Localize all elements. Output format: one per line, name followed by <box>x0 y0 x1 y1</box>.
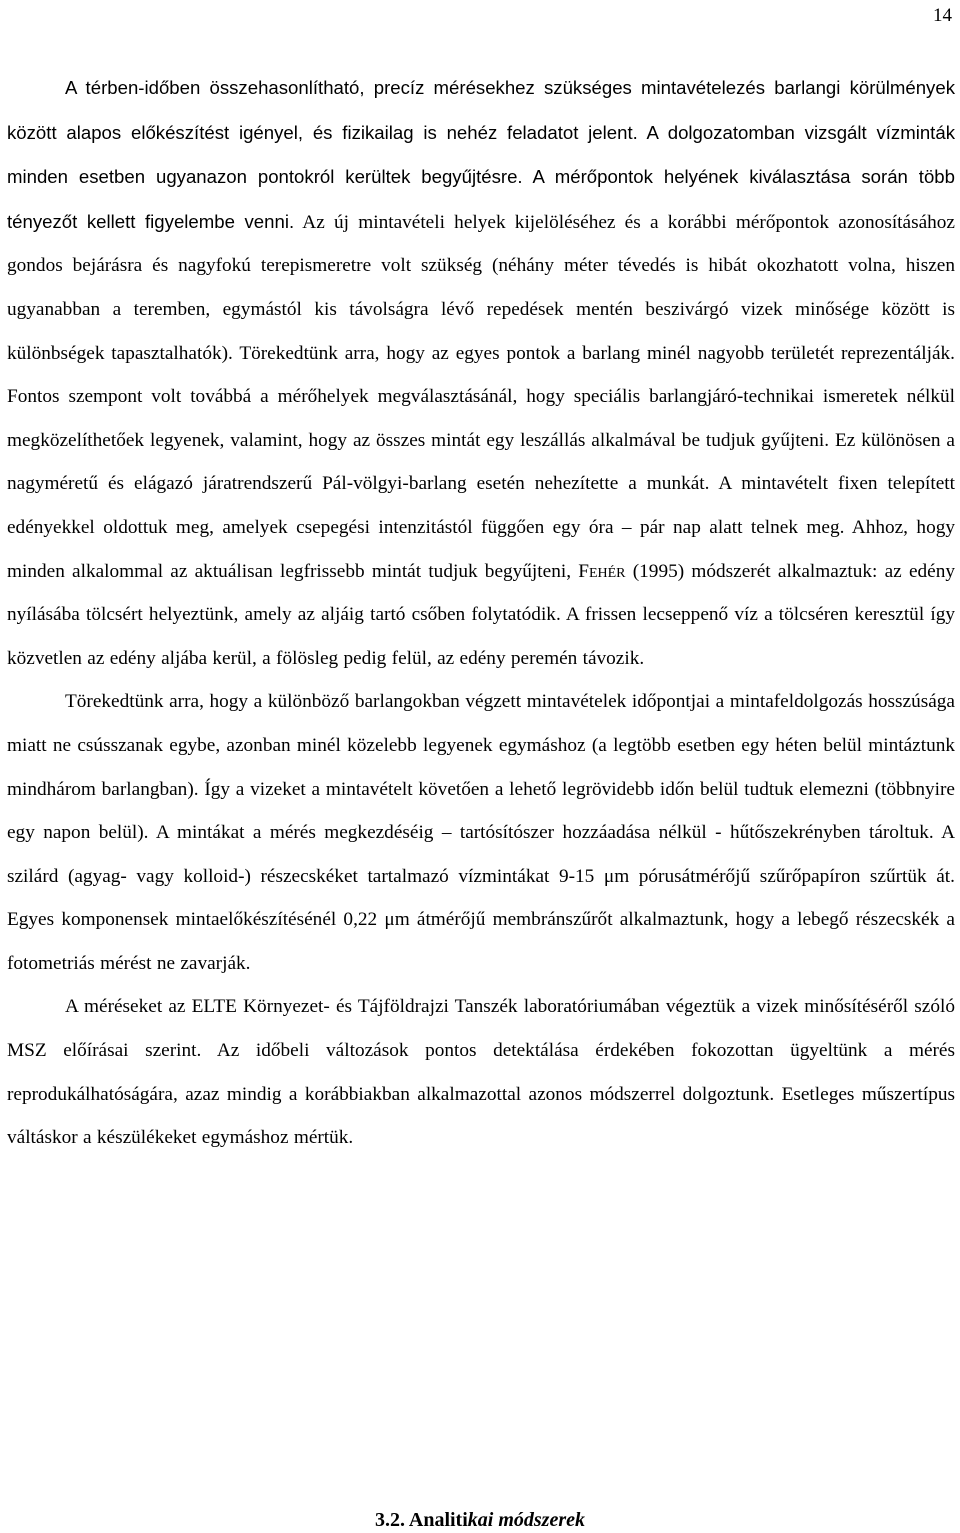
paragraph-sampling-intro: A térben-időben összehasonlítható, precíz mérésekhez szükséges mintavételezés barlangi körülmények között alapos előkészítést igényel, és fizikailag is nehéz feladatot jelent. A dolgozatomban vizsgált vízminták minden esetben ugyanazon pontokról kerültek begyűjtésre. A mérőpontok helyének kiválasztása során több tényezőt kellett figyelembe venni. <box>7 77 955 232</box>
section-heading <box>0 1507 960 1533</box>
paragraph-sample-processing: Törekedtünk arra, hogy a különböző barlangokban végzett mintavételek időpontjai a mintafeldolgozás hosszúsága miatt ne csússzanak egybe, azonban minél közelebb legyenek egymáshoz (a legtöbb esetben egy héten belül mintáztunk mindhárom barlangban). Így a vizeket a mintavételt követően a lehető legrövidebb időn belül tudtuk elemezni (többnyire egy napon belül). A mintákat a mérés megkezdéséig – tartósítószer hozzáadása nélkül - hűtőszekrényben tároltuk. A szilárd (agyag- vagy kolloid-) részecskéket tartalmazó vízmintákat 9-15 μm pórusátmérőjű szűrőpapíron szűrtük át. Egyes komponensek mintaelőkészítésénél 0,22 μm átmérőjű membránszűrőt alkalmaztunk, hogy a lebegő részecskék a fotometriás mérést ne zavarják. <box>7 691 955 974</box>
paragraph-sampling-method <box>7 66 955 680</box>
cited-author: Fehér <box>578 560 626 582</box>
page-number: 14 <box>933 5 952 26</box>
paragraph-sampling-end: (1995) módszerét alkalmaztuk: az edény nyílásába tölcsért helyeztünk, amely az aljáig tartó csőben folytatódik. A frissen lecseppenő víz a tölcséren keresztül így közvetlen az edény aljába kerül, a fölösleg pedig felül, az edény peremén távozik. <box>7 560 955 669</box>
paragraph-measurements: A méréseket az ELTE Környezet- és Tájföldrajzi Tanszék laboratóriumában végeztük a vizek minősítéséről szóló MSZ előírásai szerint. Az időbeli változások pontos detektálása érdekében fokozottan ügyeltünk a mérés reprodukálhatóságára, azaz mindig a korábbiakban alkalmazottal azonos módszerrel dolgoztunk. Esetleges műszertípus váltáskor a készülékeket egymáshoz mértük. <box>7 996 955 1149</box>
paragraph-sampling-body: Az új mintavételi helyek kijelöléséhez és a korábbi mérőpontok azonosításához gondos bejárásra és nagyfokú terepismeretre volt szükség (néhány méter tévedés is hibát okozhatott volna, hiszen ugyanabban a teremben, egymástól kis távolságra lévő repedések mentén beszivárgó vizek minősége között is különbségek tapasztalhatók). Törekedtünk arra, hogy az egyes pontok a barlang minél nagyobb területét reprezentálják. Fontos szempont volt továbbá a mérőhelyek megválasztásánál, hogy speciális barlangjáró-technikai ismeretek nélkül megközelíthetőek legyenek, valamint, hogy az összes mintát egy leszállás alkalmával be tudjuk gyűjteni. Ez különösen a nagyméretű és elágazó járatrendszerű Pál-völgyi-barlang esetén nehezítette a munkát. A mintavételt fixen telepített edényekkel oldottuk meg, amelyek csepegési intenzitástól függően egy óra – pár nap alatt telnek meg. Ahhoz, hogy minden alkalommal az aktuálisan legfrissebb mintát tudjuk begyűjteni, <box>7 211 955 582</box>
section-heading-title: kai módszerek <box>467 1509 585 1531</box>
body-text <box>7 66 955 1160</box>
section-heading-number: 3.2. Analiti <box>374 1509 468 1531</box>
